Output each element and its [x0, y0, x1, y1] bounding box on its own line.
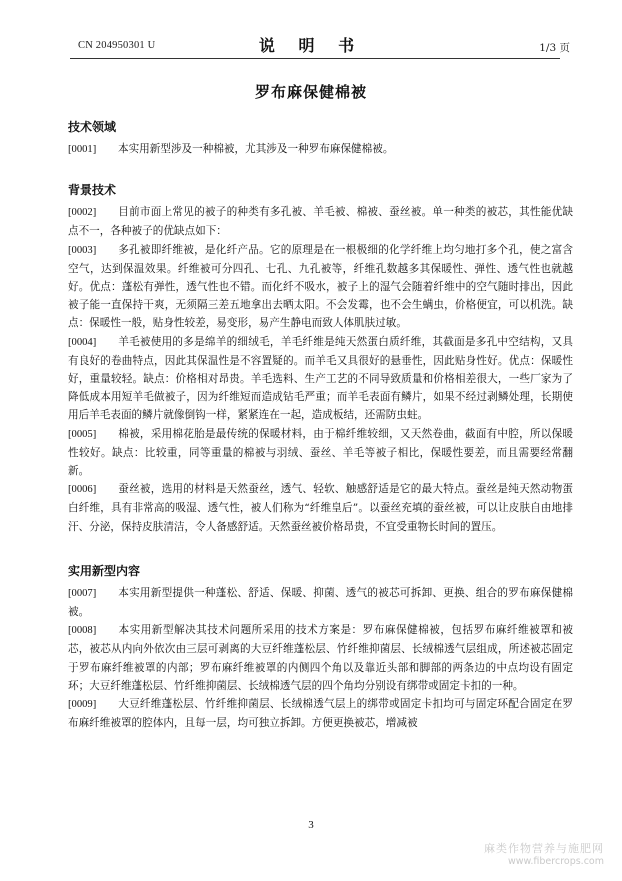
- paragraph-text: 蚕丝被，选用的材料是天然蚕丝，透气、轻软、触感舒适是它的最大特点。蚕丝是纯天然动物蛋白纤维，具有非常高的吸湿、透气性，被人们称为“纤维皇后”。以蚕丝充填的蚕丝被，可以让皮肤自由地排汗、分泌，保持皮肤清洁，令人备感舒适。天然蚕丝被价格昂贵，不宜受重物长时间的置压。: [68, 483, 573, 533]
- paragraph-number: [0002]: [68, 207, 97, 219]
- paragraph: [68, 333, 573, 425]
- paragraph-number: [0008]: [68, 625, 97, 637]
- paragraph: [68, 695, 573, 732]
- paragraph: [68, 621, 573, 695]
- section-content: [68, 562, 573, 733]
- document-body: [68, 118, 573, 742]
- paragraph: [68, 584, 573, 621]
- paragraph-number: [0004]: [68, 336, 97, 348]
- paragraph-number: [0007]: [68, 587, 97, 599]
- page-number: 3: [308, 819, 314, 831]
- paragraph-text: 大豆纤维蓬松层、竹纤维抑菌层、长绒棉透气层上的绑带或固定卡扣均可与固定环配合固定在罗布麻纤维被罩的腔体内，且每一层，均可独立拆卸。方便更换被芯，增减被: [68, 698, 573, 730]
- paragraph-text: 羊毛被使用的多是绵羊的细绒毛，羊毛纤维是纯天然蛋白质纤维，其截面是多孔中空结构，又具有良好的卷曲特点，因此其保温性是不容置疑的。而羊毛又具很好的悬垂性，因此贴身性好。优点：保暖性好，重量较轻。缺点：价格相对昂贵。羊毛选料、生产工艺的不同导致质量和价格相差很大，一些厂家为了降低成本用短羊毛做被子，因为纤维短而造成钻毛严重；而羊毛表面有鳞片，如果不经过剥鳞处理，长期使用后羊毛表面的鳞片就像倒钩一样，紧紧连在一起，造成板结，还需防虫蛀。: [68, 335, 573, 422]
- paragraph: [68, 480, 573, 536]
- paragraph-text: 棉被，采用棉花胎是最传统的保暖材料，由于棉纤维较细，又天然卷曲，截面有中腔，所以保暖性较好。缺点：比较重，同等重量的棉被与羽绒、蚕丝、羊毛等被子相比，保暖性要差，而且需要经常翻新。: [68, 427, 573, 478]
- paragraph-text: 本实用新型解决其技术问题所采用的技术方案是：罗布麻保健棉被，包括罗布麻纤维被罩和被芯，被芯从内向外依次由三层可剥离的大豆纤维蓬松层、竹纤维抑菌层、长绒棉透气层组成，所述被芯固定于罗布麻纤维被罩的内部；罗布麻纤维被罩的内侧四个角以及靠近头部和脚部的两条边的中点均设有固定环；大豆纤维蓬松层、竹纤维抑菌层、长绒棉透气层的四个角均分别设有绑带或固定卡扣的一种。: [68, 624, 573, 692]
- section-tech-field: [68, 118, 573, 159]
- paragraph-text: 本实用新型提供一种蓬松、舒适、保暖、抑菌、透气的被芯可拆卸、更换、组合的罗布麻保健棉被。: [68, 586, 573, 619]
- header-divider: [70, 58, 560, 59]
- patent-number: CN 204950301 U: [78, 40, 156, 51]
- watermark-url: www.fibercrops.com: [507, 856, 604, 867]
- document-type: 说 明 书: [258, 36, 364, 55]
- section-heading: 技术领域: [68, 120, 117, 134]
- paragraph: [68, 425, 573, 481]
- paragraph-text: 本实用新型涉及一种棉被，尤其涉及一种罗布麻保健棉被。: [118, 143, 394, 155]
- paragraph-text: 目前市面上常见的被子的种类有多孔被、羊毛被、棉被、蚕丝被。单一种类的被芯，其性能优缺点不一，各种被子的优缺点如下：: [68, 206, 573, 238]
- section-heading: 实用新型内容: [68, 563, 141, 578]
- watermark-text: 麻类作物营养与施肥网: [484, 842, 604, 855]
- paragraph-text: 多孔被即纤维被，是化纤产品。它的原理是在一根极细的化学纤维上均匀地打多个孔，使之富含空气，达到保温效果。纤维被可分四孔、七孔、九孔被等，纤维孔数越多其保暖性、弹性、透气性也就越好。优点：蓬松有弹性，透气性也不错。而化纤不吸水，被子上的湿气会随着纤维中的空气随时排出，因此被子能一直保持干爽，无须隔三差五地拿出去晒太阳。不会发霉，也不会生螨虫，价格便宜，可以机洗。缺点：保暖性一般，贴身性较差，易变形，易产生静电而致人体肌肤过敏。: [68, 243, 573, 330]
- paragraph: [68, 140, 573, 159]
- section-background: [68, 181, 573, 536]
- paragraph: [68, 241, 573, 333]
- document-header: [0, 0, 622, 60]
- paragraph-number: [0003]: [68, 244, 97, 256]
- paragraph-number: [0005]: [68, 428, 97, 440]
- watermark: [484, 840, 604, 867]
- paragraph-number: [0006]: [68, 484, 97, 496]
- section-heading: 背景技术: [68, 183, 117, 198]
- document-title: 罗布麻保健棉被: [254, 83, 367, 101]
- paragraph-number: [0001]: [68, 144, 97, 155]
- page-info: 1/3 页: [539, 42, 570, 54]
- paragraph-number: [0009]: [68, 699, 97, 711]
- paragraph: [68, 203, 573, 240]
